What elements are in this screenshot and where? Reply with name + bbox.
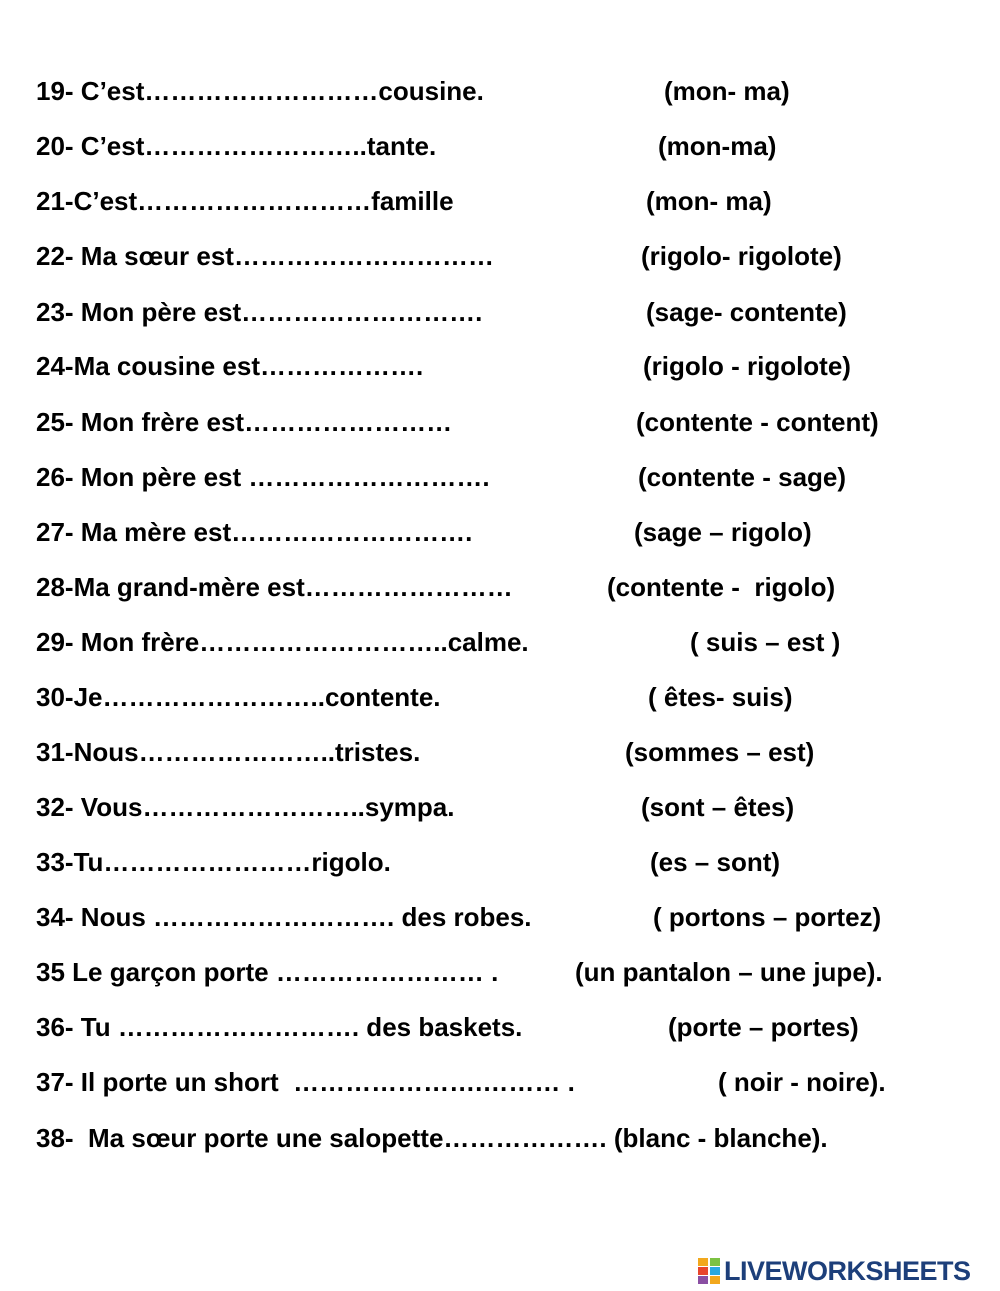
exercise-32-choice: (sont – êtes): [641, 792, 795, 822]
exercise-21-choice: (mon- ma): [646, 186, 772, 216]
exercise-34-choice: ( portons – portez): [653, 902, 882, 932]
exercise-37-choice: ( noir - noire).: [718, 1067, 886, 1097]
exercise-19-choice: (mon- ma): [664, 76, 790, 106]
exercise-25-choice: (contente - content): [636, 407, 879, 437]
exercise-31-choice: (sommes – est): [625, 737, 815, 767]
exercise-23-choice: (sage- contente): [646, 297, 847, 327]
exercise-35-text: 35 Le garçon porte …………………… .: [36, 957, 499, 987]
exercise-36-text: 36- Tu ………………………. des baskets.: [36, 1012, 523, 1042]
exercise-30-text: 30-Je……………………..contente.: [36, 682, 441, 712]
exercise-23-text: 23- Mon père est……………………….: [36, 297, 483, 327]
exercise-25-text: 25- Mon frère est……………………: [36, 407, 453, 437]
exercise-28-text: 28-Ma grand-mère est……………………: [36, 572, 513, 602]
exercise-37-text: 37- Il porte un short ………………….……… .: [36, 1067, 575, 1097]
exercise-27-text: 27- Ma mère est……………………….: [36, 517, 473, 547]
exercise-21-text: 21-C’est………………………famille: [36, 186, 454, 216]
exercise-24-choice: (rigolo - rigolote): [643, 351, 851, 381]
exercise-29-choice: ( suis – est ): [690, 627, 841, 657]
liveworksheets-logo-text: LIVEWORKSHEETS: [724, 1255, 971, 1286]
exercise-22-text: 22- Ma sœur est…………………………: [36, 241, 494, 271]
exercise-32-text: 32- Vous……………………..sympa.: [36, 792, 455, 822]
exercise-28-choice: (contente - rigolo): [607, 572, 836, 602]
exercise-20-choice: (mon-ma): [658, 131, 777, 161]
exercise-19-text: 19- C’est………………………cousine.: [36, 76, 484, 106]
liveworksheets-logo: [698, 1254, 971, 1288]
exercise-33-text: 33-Tu……………………rigolo.: [36, 847, 391, 877]
liveworksheets-logo-icon: [698, 1258, 722, 1284]
exercise-30-choice: ( êtes- suis): [648, 682, 793, 712]
exercise-31-text: 31-Nous…………………..tristes.: [36, 737, 421, 767]
exercise-29-text: 29- Mon frère………………………..calme.: [36, 627, 529, 657]
exercise-34-text: 34- Nous ………………………. des robes.: [36, 902, 532, 932]
exercise-26-text: 26- Mon père est ……………………….: [36, 462, 490, 492]
exercise-27-choice: (sage – rigolo): [634, 517, 812, 547]
exercise-20-text: 20- C’est……………………..tante.: [36, 131, 437, 161]
exercise-33-choice: (es – sont): [650, 847, 781, 877]
exercise-36-choice: (porte – portes): [668, 1012, 859, 1042]
exercise-35-choice: (un pantalon – une jupe).: [575, 957, 883, 987]
exercise-24-text: 24-Ma cousine est……………….: [36, 351, 424, 381]
exercise-22-choice: (rigolo- rigolote): [641, 241, 842, 271]
exercise-38-text: 38- Ma sœur porte une salopette………………. (blanc - blanche).: [36, 1123, 828, 1153]
exercise-26-choice: (contente - sage): [638, 462, 847, 492]
